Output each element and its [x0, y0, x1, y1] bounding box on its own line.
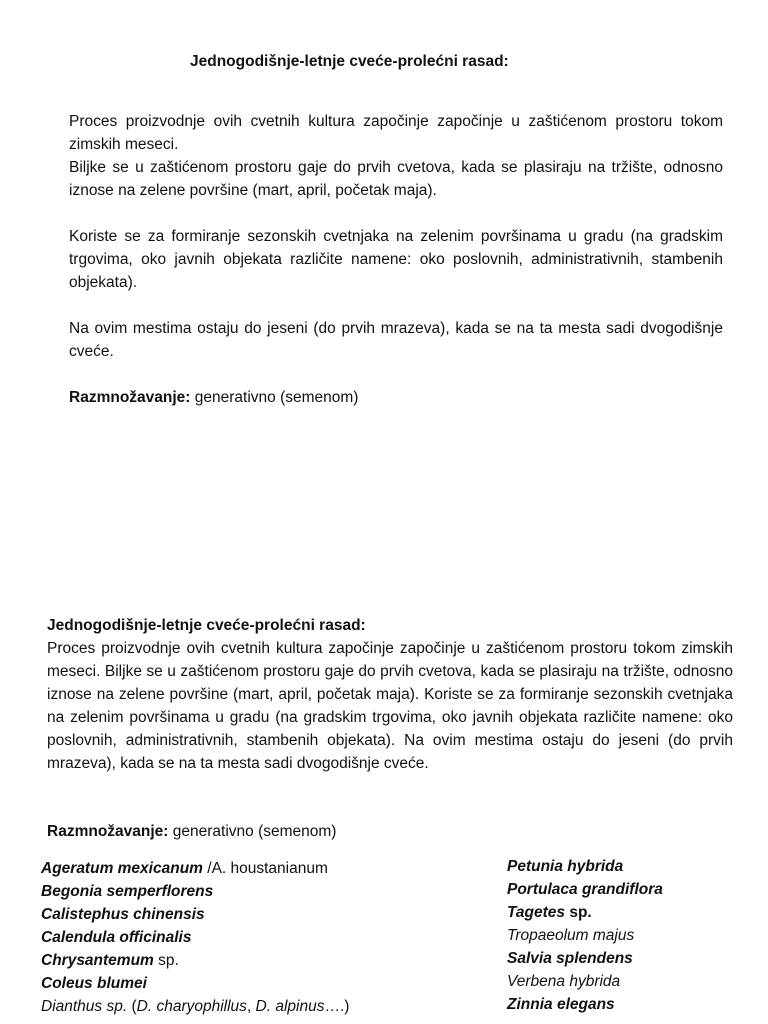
species-item: Petunia hybrida — [507, 858, 624, 875]
species-item: Tagetes sp. — [507, 904, 592, 921]
slide1-paragraph-3: Na ovim mestima ostaju do jeseni (do prvih mrazeva), kada se na ta mesta sadi dvogodišnje cveće. — [69, 320, 723, 360]
species-list-left — [41, 857, 349, 1018]
slide1-body — [69, 110, 723, 409]
species-item: Begonia semperflorens — [41, 883, 214, 900]
species-item: Zinnia elegans — [507, 996, 615, 1013]
slide2-reproduction-label: Razmnožavanje: — [47, 823, 169, 840]
species-item: Salvia splendens — [507, 950, 633, 967]
species-item: Chrysantemum sp. — [41, 952, 179, 969]
slide1-paragraph-2: Koriste se za formiranje sezonskih cvetnjaka na zelenim površinama u gradu (na gradskim trgovima, oko javnih objekata različite namene: oko poslovnih, administrativnih, stambenih objekata). — [69, 228, 723, 291]
slide2-reproduction-value: generativno (semenom) — [168, 823, 337, 840]
slide1-reproduction-value: generativno (semenom) — [190, 389, 359, 406]
species-item: Dianthus sp. (D. charyophillus, D. alpinus….) — [41, 998, 350, 1015]
species-item: Tropaeolum majus — [507, 927, 635, 944]
slide2-title: Jednogodišnje-letnje cveće-prolećni rasad: — [47, 617, 366, 634]
slide1-reproduction — [69, 386, 723, 409]
slide1-paragraph-1a: Proces proizvodnje ovih cvetnih kultura započinje započinje u zaštićenom prostoru tokom zimskih meseci. — [69, 113, 723, 153]
species-item: Verbena hybrida — [507, 973, 621, 990]
slide1-reproduction-label: Razmnožavanje: — [69, 389, 191, 406]
slide2-reproduction — [47, 820, 336, 843]
species-item: Calistephus chinensis — [41, 906, 205, 923]
slide1-paragraph-1b: Biljke se u zaštićenom prostoru gaje do prvih cvetova, kada se plasiraju na tržište, odnosno iznose na zelene površine (mart, april, početak maja). — [69, 159, 723, 199]
species-item: Calendula officinalis — [41, 929, 192, 946]
slide1-title: Jednogodišnje-letnje cveće-prolećni rasad: — [190, 53, 509, 70]
species-item: Coleus blumei — [41, 975, 147, 992]
species-list-right — [507, 855, 663, 1016]
species-item: Ageratum mexicanum /A. houstanianum — [41, 860, 328, 877]
slide2-body — [47, 637, 733, 775]
slide2-paragraph: Proces proizvodnje ovih cvetnih kultura započinje započinje u zaštićenom prostoru tokom zimskih meseci. Biljke se u zaštićenom prostoru gaje do prvih cvetova, kada se plasiraju na tržište, odnosno iznose na zelene površine (mart, april, početak maja). Koriste se za formiranje sezonskih cvetnjaka na zelenim površinama u gradu (na gradskim trgovima, oko javnih objekata različite namene: oko poslovnih, administrativnih, stambenih objekata). Na ovim mestima ostaju do jeseni (do prvih mrazeva), kada se na ta mesta sadi dvogodišnje cveće. — [47, 640, 733, 772]
species-item: Portulaca grandiflora — [507, 881, 663, 898]
